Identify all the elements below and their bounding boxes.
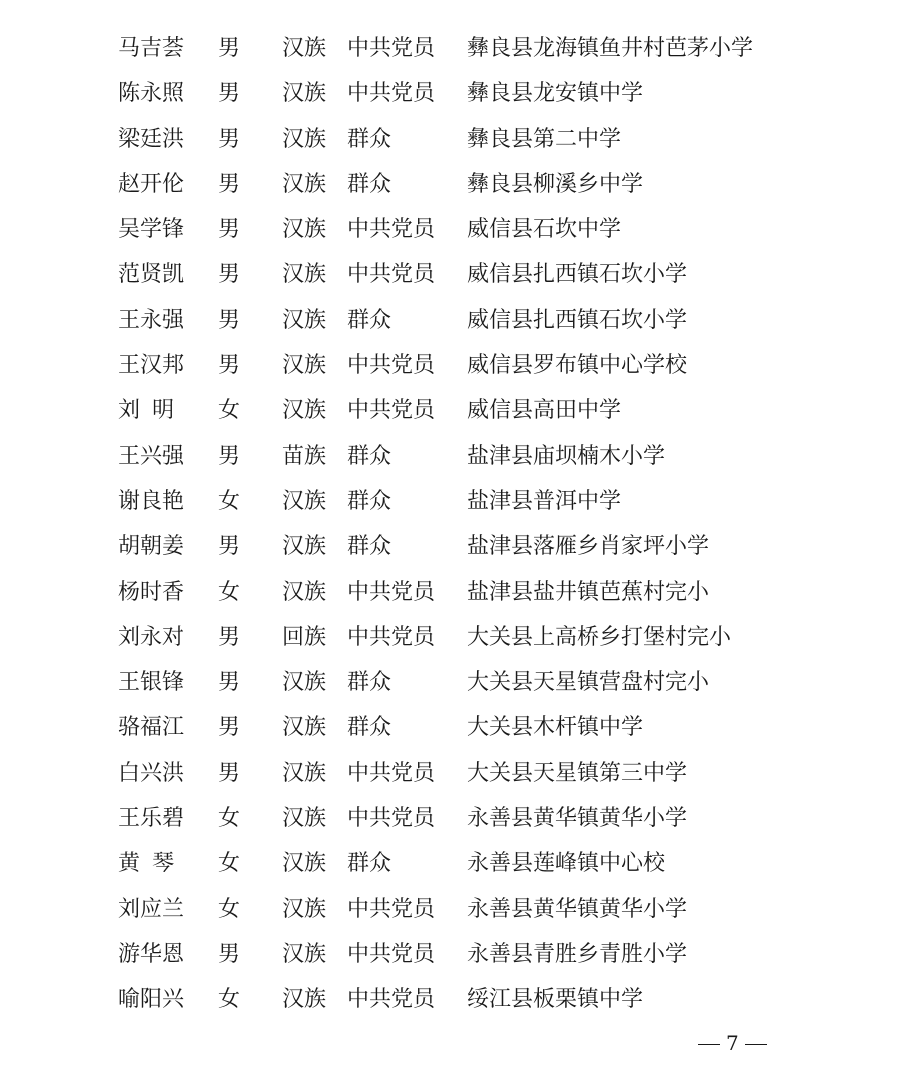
member-name: 马吉荟: [118, 36, 185, 61]
roster-row: [0, 572, 900, 617]
member-name: 王乐碧: [118, 806, 185, 832]
member-unit: 彝良县龙安镇中学: [467, 81, 644, 107]
roster-row: [0, 934, 900, 979]
member-name: 吴学锋: [118, 217, 185, 243]
member-name: 杨时香: [118, 579, 185, 605]
member-ethnicity: 汉族: [282, 262, 327, 288]
roster-row: [0, 753, 900, 798]
member-ethnicity: 汉族: [282, 670, 327, 696]
member-party: 群众: [347, 307, 392, 333]
member-ethnicity: 汉族: [282, 534, 327, 560]
roster-row: [0, 843, 900, 888]
roster-row: [0, 345, 900, 390]
member-ethnicity: 汉族: [282, 353, 327, 379]
member-ethnicity: 汉族: [282, 806, 327, 832]
member-party: 中共党员: [347, 760, 436, 786]
member-ethnicity: 汉族: [282, 307, 327, 333]
member-name: 白兴洪: [118, 760, 185, 786]
member-ethnicity: 汉族: [282, 579, 327, 605]
member-party: 群众: [347, 488, 392, 514]
member-name: 谢良艳: [118, 488, 185, 514]
member-unit: 威信县高田中学: [467, 398, 622, 424]
member-unit: 盐津县庙坝楠木小学: [467, 443, 666, 469]
member-unit: 盐津县普洱中学: [467, 488, 622, 514]
member-unit: 彝良县第二中学: [467, 126, 622, 152]
member-name: 游华恩: [118, 941, 185, 967]
roster-row: [0, 73, 900, 118]
member-ethnicity: 汉族: [282, 851, 327, 877]
member-gender: 男: [218, 443, 241, 469]
member-name: 王永强: [118, 307, 185, 333]
member-ethnicity: 汉族: [282, 941, 327, 967]
member-gender: 男: [218, 36, 241, 61]
member-name: 赵开伦: [118, 171, 185, 197]
member-unit: 永善县黄华镇黄华小学: [467, 806, 688, 832]
member-gender: 男: [218, 534, 241, 560]
member-name: 王兴强: [118, 443, 185, 469]
member-party: 群众: [347, 851, 392, 877]
roster-row: [0, 254, 900, 299]
member-gender: 女: [218, 579, 241, 605]
member-gender: 女: [218, 806, 241, 832]
roster-row: [0, 28, 900, 73]
roster-row: [0, 979, 900, 1024]
member-unit: 盐津县落雁乡肖家坪小学: [467, 534, 710, 560]
member-gender: 男: [218, 217, 241, 243]
roster-row: [0, 707, 900, 752]
member-party: 中共党员: [347, 806, 436, 832]
member-ethnicity: 汉族: [282, 36, 327, 61]
member-gender: 男: [218, 171, 241, 197]
member-ethnicity: 汉族: [282, 398, 327, 424]
member-name: 骆福江: [118, 715, 185, 741]
member-name: 王银锋: [118, 670, 185, 696]
member-gender: 男: [218, 760, 241, 786]
member-party: 中共党员: [347, 941, 436, 967]
member-gender: 男: [218, 262, 241, 288]
member-ethnicity: 汉族: [282, 987, 327, 1013]
member-party: 群众: [347, 534, 392, 560]
member-unit: 绥江县板栗镇中学: [467, 987, 644, 1013]
member-ethnicity: 汉族: [282, 760, 327, 786]
member-ethnicity: 汉族: [282, 171, 327, 197]
member-name: 刘应兰: [118, 896, 185, 922]
roster-row: [0, 300, 900, 345]
member-gender: 男: [218, 715, 241, 741]
member-name: 陈永照: [118, 81, 185, 107]
member-ethnicity: 汉族: [282, 896, 327, 922]
member-name: 胡朝姜: [118, 534, 185, 560]
member-party: 中共党员: [347, 36, 436, 61]
roster-row: [0, 481, 900, 526]
roster-row: [0, 209, 900, 254]
member-name: 刘明: [118, 398, 187, 424]
member-unit: 威信县扎西镇石坎小学: [467, 307, 688, 333]
member-gender: 男: [218, 353, 241, 379]
page-number: [692, 1030, 773, 1056]
member-party: 中共党员: [347, 896, 436, 922]
member-ethnicity: 回族: [282, 624, 327, 650]
member-party: 群众: [347, 670, 392, 696]
member-gender: 男: [218, 81, 241, 107]
member-unit: 大关县上高桥乡打堡村完小: [467, 624, 732, 650]
roster-list: [0, 28, 900, 1025]
member-gender: 男: [218, 941, 241, 967]
member-name: 王汉邦: [118, 353, 185, 379]
member-ethnicity: 汉族: [282, 126, 327, 152]
roster-row: [0, 164, 900, 209]
member-party: 中共党员: [347, 398, 436, 424]
member-gender: 男: [218, 670, 241, 696]
member-party: 中共党员: [347, 353, 436, 379]
member-unit: 大关县天星镇第三中学: [467, 760, 688, 786]
roster-row: [0, 617, 900, 662]
member-unit: 盐津县盐井镇芭蕉村完小: [467, 579, 710, 605]
member-gender: 女: [218, 896, 241, 922]
member-unit: 大关县木杆镇中学: [467, 715, 644, 741]
member-unit: 彝良县龙海镇鱼井村芭茅小学: [467, 36, 754, 61]
member-unit: 大关县天星镇营盘村完小: [467, 670, 710, 696]
member-name: 梁廷洪: [118, 126, 185, 152]
member-ethnicity: 汉族: [282, 488, 327, 514]
member-name: 范贤凯: [118, 262, 185, 288]
member-name: 刘永对: [118, 624, 185, 650]
member-party: 群众: [347, 171, 392, 197]
member-gender: 男: [218, 624, 241, 650]
member-unit: 永善县莲峰镇中心校: [467, 851, 666, 877]
member-gender: 女: [218, 987, 241, 1013]
roster-row: [0, 119, 900, 164]
member-unit: 威信县扎西镇石坎小学: [467, 262, 688, 288]
member-gender: 女: [218, 851, 241, 877]
member-gender: 女: [218, 488, 241, 514]
member-gender: 男: [218, 307, 241, 333]
page-number-dash-left: [698, 1044, 720, 1045]
member-unit: 彝良县柳溪乡中学: [467, 171, 644, 197]
member-unit: 永善县青胜乡青胜小学: [467, 941, 688, 967]
roster-row: [0, 889, 900, 934]
member-party: 中共党员: [347, 624, 436, 650]
member-party: 中共党员: [347, 987, 436, 1013]
member-unit: 威信县罗布镇中心学校: [467, 353, 688, 379]
member-name: 喻阳兴: [118, 987, 185, 1013]
roster-row: [0, 662, 900, 707]
member-party: 中共党员: [347, 217, 436, 243]
member-unit: 永善县黄华镇黄华小学: [467, 896, 688, 922]
member-ethnicity: 汉族: [282, 715, 327, 741]
page-number-value: 7: [726, 1031, 739, 1055]
member-party: 群众: [347, 126, 392, 152]
member-party: 中共党员: [347, 579, 436, 605]
member-gender: 女: [218, 398, 241, 424]
member-name: 黄琴: [118, 851, 187, 877]
member-party: 中共党员: [347, 81, 436, 107]
roster-row: [0, 526, 900, 571]
member-ethnicity: 苗族: [282, 443, 327, 469]
member-party: 群众: [347, 443, 392, 469]
member-unit: 威信县石坎中学: [467, 217, 622, 243]
page-number-dash-right: [745, 1044, 767, 1045]
roster-row: [0, 798, 900, 843]
roster-row: [0, 390, 900, 435]
roster-row: [0, 436, 900, 481]
member-party: 群众: [347, 715, 392, 741]
member-ethnicity: 汉族: [282, 81, 327, 107]
member-ethnicity: 汉族: [282, 217, 327, 243]
member-party: 中共党员: [347, 262, 436, 288]
member-gender: 男: [218, 126, 241, 152]
